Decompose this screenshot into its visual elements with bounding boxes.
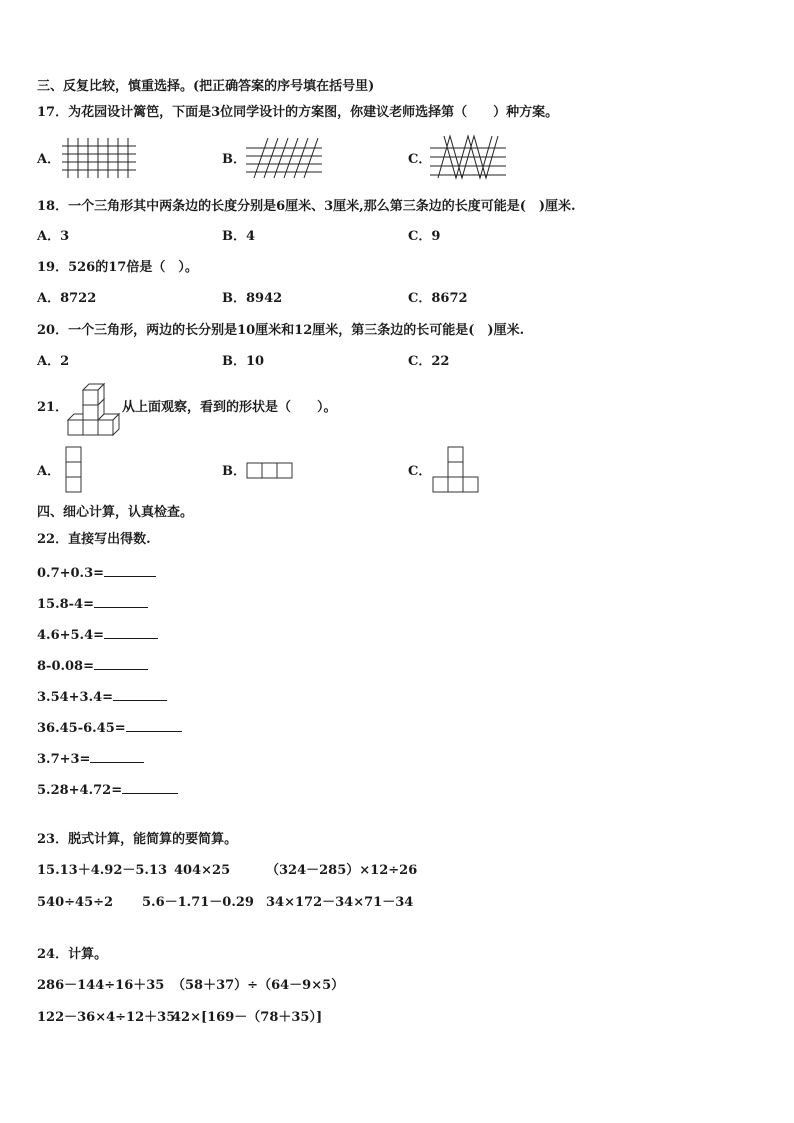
question-24-stem: 24．计算。 <box>37 947 108 962</box>
q19-option-c: C．8672 <box>408 291 468 306</box>
question-18-stem: 18．一个三角形其中两条边的长度分别是6厘米、3厘米,那么第三条边的长度可能是( )厘米. <box>37 199 576 214</box>
q18-option-c: C．9 <box>408 229 441 244</box>
answer-blank[interactable] <box>94 595 148 608</box>
q21-shape-a-vertical <box>65 446 83 494</box>
q23-expr-1: 15.13＋4.92－5.13 <box>37 863 168 878</box>
q17-option-b: B． <box>222 152 246 167</box>
fence-triangle-figure <box>428 136 508 180</box>
q20-option-c: C．22 <box>408 354 450 369</box>
q23-expr-2: 404×25 <box>174 863 231 878</box>
q24-expr-4: 42×[169－（78＋35）] <box>172 1010 323 1025</box>
q23-expr-5: 5.6－1.71－0.29 <box>142 895 254 910</box>
q20-option-b: B．10 <box>222 354 265 369</box>
q17-option-a: A． <box>37 152 61 167</box>
q19-option-a: A．8722 <box>37 291 97 306</box>
q23-expr-3: （324－285）×12÷26 <box>266 863 418 878</box>
q22-item-5: 3.54+3.4= <box>37 688 167 706</box>
answer-blank[interactable] <box>126 719 182 732</box>
question-22-stem: 22．直接写出得数. <box>37 532 151 547</box>
section-3-heading: 三、反复比较，慎重选择。(把正确答案的序号填在括号里) <box>37 79 375 94</box>
section-4-heading: 四、细心计算，认真检查。 <box>37 505 194 520</box>
q22-item-8: 5.28+4.72= <box>37 781 178 799</box>
q22-item-2: 15.8-4= <box>37 595 148 613</box>
q18-option-b: B．4 <box>222 229 256 244</box>
q22-item-6: 36.45-6.45= <box>37 719 182 737</box>
q21-shape-c-t-shape <box>432 445 482 495</box>
q19-option-b: B．8942 <box>222 291 283 306</box>
question-21-stem: 从上面观察，看到的形状是（ ）。 <box>122 400 337 415</box>
answer-blank[interactable] <box>94 657 148 670</box>
answer-blank[interactable] <box>104 564 156 577</box>
q20-option-a: A．2 <box>37 354 70 369</box>
q24-expr-3: 122－36×4÷12＋35 <box>37 1010 176 1025</box>
question-19-stem: 19．526的17倍是（ ）。 <box>37 260 198 275</box>
question-23-stem: 23．脱式计算，能简算的要简算。 <box>37 832 238 847</box>
q17-option-c: C． <box>408 152 432 167</box>
q22-item-7: 3.7+3= <box>37 750 144 768</box>
q21-option-a: A． <box>37 464 61 479</box>
question-21-number: 21． <box>37 400 69 415</box>
cube-stack-figure <box>66 382 122 438</box>
q24-expr-2: （58＋37）÷（64－9×5） <box>172 978 345 993</box>
answer-blank[interactable] <box>90 750 144 763</box>
question-17-stem: 17．为花园设计篱笆，下面是3位同学设计的方案图，你建议老师选择第（ ）种方案。 <box>37 105 559 120</box>
answer-blank[interactable] <box>122 781 178 794</box>
answer-blank[interactable] <box>104 626 158 639</box>
q23-expr-4: 540÷45÷2 <box>37 895 114 910</box>
q21-option-b: B． <box>222 464 246 479</box>
q22-item-1: 0.7+0.3= <box>37 564 156 582</box>
q22-item-4: 8-0.08= <box>37 657 148 675</box>
q21-shape-b-horizontal <box>246 462 296 480</box>
answer-blank[interactable] <box>113 688 167 701</box>
q18-option-a: A．3 <box>37 229 70 244</box>
q21-option-c: C． <box>408 464 432 479</box>
question-20-stem: 20．一个三角形，两边的长分别是10厘米和12厘米，第三条边的长可能是( )厘米. <box>37 323 525 338</box>
fence-grid-figure <box>62 138 138 180</box>
fence-parallelogram-figure <box>244 138 324 180</box>
q24-expr-1: 286－144÷16＋35 <box>37 978 165 993</box>
q23-expr-6: 34×172－34×71－34 <box>266 895 414 910</box>
q22-item-3: 4.6+5.4= <box>37 626 158 644</box>
